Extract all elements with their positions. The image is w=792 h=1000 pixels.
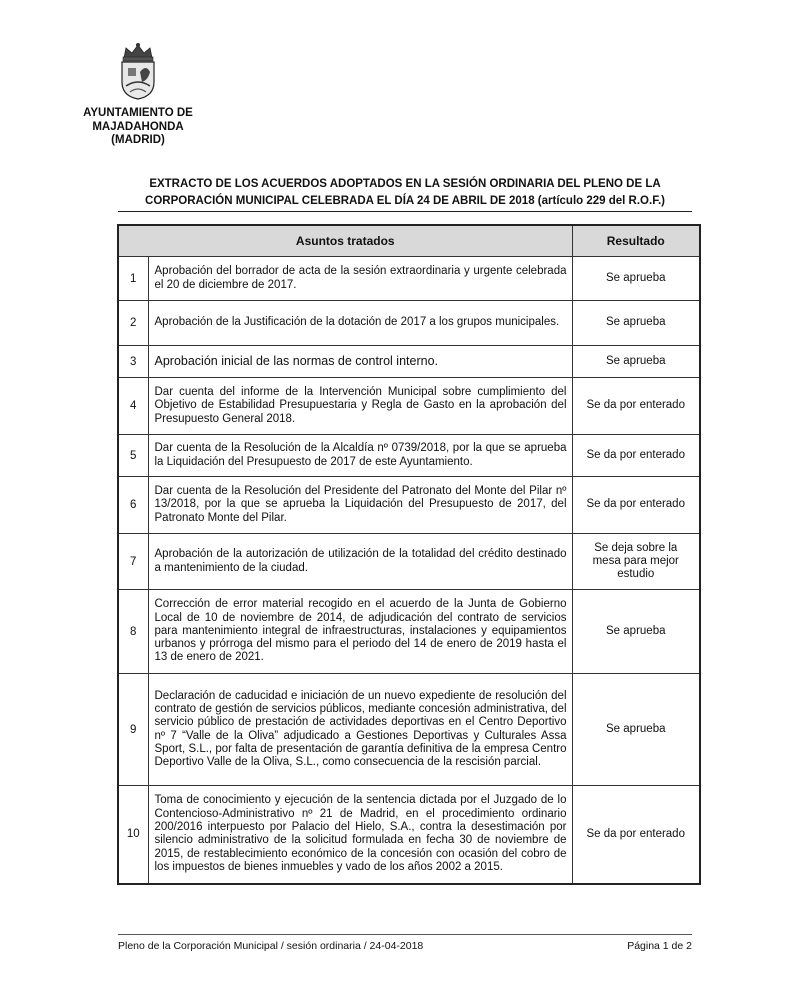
row-topic: Aprobación de la Justificación de la dotación de 2017 a los grupos municipales. [148, 301, 572, 346]
organization-name [78, 107, 198, 148]
row-result: Se da por enterado [572, 477, 700, 534]
header-result: Resultado [572, 225, 700, 257]
title-line-1: EXTRACTO DE LOS ACUERDOS ADOPTADOS EN LA SESIÓN ORDINARIA DEL PLENO DE LA [149, 178, 661, 190]
row-number: 2 [118, 301, 148, 346]
org-line-2: MAJADAHONDA [92, 120, 184, 133]
table-row [118, 301, 700, 346]
row-number: 10 [118, 786, 148, 884]
row-result: Se aprueba [572, 590, 700, 674]
document-title [118, 176, 692, 210]
row-result: Se aprueba [572, 257, 700, 301]
row-result: Se da por enterado [572, 435, 700, 477]
table-row [118, 378, 700, 435]
org-line-1: AYUNTAMIENTO DE [83, 107, 193, 119]
footer-page-number: Página 1 de 2 [627, 940, 692, 952]
footer-session-info: Pleno de la Corporación Municipal / sesión ordinaria / 24-04-2018 [118, 940, 424, 952]
table-row [118, 534, 700, 590]
row-result: Se aprueba [572, 346, 700, 378]
row-number: 4 [118, 378, 148, 435]
row-topic: Dar cuenta del informe de la Intervención Municipal sobre cumplimiento del Objetivo de Estabilidad Presupuestaria y Regla de Gasto en la aprobación del Presupuesto General 2018. [148, 378, 572, 435]
row-number: 7 [118, 534, 148, 590]
table-row [118, 674, 700, 786]
row-result: Se deja sobre la mesa para mejor estudio [572, 534, 700, 590]
row-topic: Toma de conocimiento y ejecución de la sentencia dictada por el Juzgado de lo Contencioso-Administrativo nº 21 de Madrid, en el procedimiento ordinario 200/2016 interpuesto por Palacio del Hielo, S.A., contra la desestimación por silencio administrativo de la solicitud formulada en fecha 30 de noviembre de 2015, de restablecimiento económico de la concesión con ocasión del cobro de los impuestos de bienes inmuebles y vado de los años 2002 a 2015. [148, 786, 572, 884]
title-divider [118, 211, 692, 212]
row-topic: Dar cuenta de la Resolución de la Alcaldía nº 0739/2018, por la que se aprueba la Liquidación del Presupuesto de 2017 de este Ayuntamiento. [148, 435, 572, 477]
row-topic: Corrección de error material recogido en el acuerdo de la Junta de Gobierno Local de 10 de noviembre de 2014, de adjudicación del contrato de servicios para mantenimiento integral de infraestructuras, instalaciones y equipamientos urbanos y prórroga del mismo para el periodo del 14 de enero de 2019 hasta el 13 de enero de 2021. [148, 590, 572, 674]
table-row [118, 477, 700, 534]
row-result: Se da por enterado [572, 378, 700, 435]
table-row [118, 257, 700, 301]
municipal-crest-icon [116, 42, 160, 100]
table-header-row [118, 225, 700, 257]
table-row [118, 346, 700, 378]
header-topics: Asuntos tratados [118, 225, 572, 257]
row-result: Se aprueba [572, 674, 700, 786]
row-topic: Dar cuenta de la Resolución del Presidente del Patronato del Monte del Pilar nº 13/2018, por la que se aprueba la Liquidación del Presupuesto de 2017, del Patronato Monte del Pilar. [148, 477, 572, 534]
table-row [118, 786, 700, 884]
table-row [118, 590, 700, 674]
table-row [118, 435, 700, 477]
row-topic: Declaración de caducidad e iniciación de un nuevo expediente de resolución del contrato de gestión de servicios públicos, mediante concesión administrativa, del servicio público de prestación de actividades deportivas en el Centro Deportivo nº 7 “Valle de la Oliva” adjudicado a Gestiones Deportivas y Culturales Assa Sport, S.L., por falta de presentación de garantía definitiva de la empresa Centro Deportivo Valle de la Oliva, S.L., como consecuencia de la rescisión parcial. [148, 674, 572, 786]
row-number: 8 [118, 590, 148, 674]
row-number: 9 [118, 674, 148, 786]
row-number: 1 [118, 257, 148, 301]
org-line-3: (MADRID) [111, 134, 165, 146]
footer-divider [118, 934, 692, 935]
row-number: 5 [118, 435, 148, 477]
title-line-2: CORPORACIÓN MUNICIPAL CELEBRADA EL DÍA 24 DE ABRIL DE 2018 (artículo 229 del R.O.F.) [145, 195, 665, 207]
row-topic: Aprobación de la autorización de utilización de la totalidad del crédito destinado a mantenimiento de la ciudad. [148, 534, 572, 590]
row-topic: Aprobación del borrador de acta de la sesión extraordinaria y urgente celebrada el 20 de diciembre de 2017. [148, 257, 572, 301]
row-number: 6 [118, 477, 148, 534]
row-result: Se da por enterado [572, 786, 700, 884]
row-number: 3 [118, 346, 148, 378]
row-result: Se aprueba [572, 301, 700, 346]
agreements-table [117, 224, 701, 885]
row-topic: Aprobación inicial de las normas de control interno. [148, 346, 572, 378]
